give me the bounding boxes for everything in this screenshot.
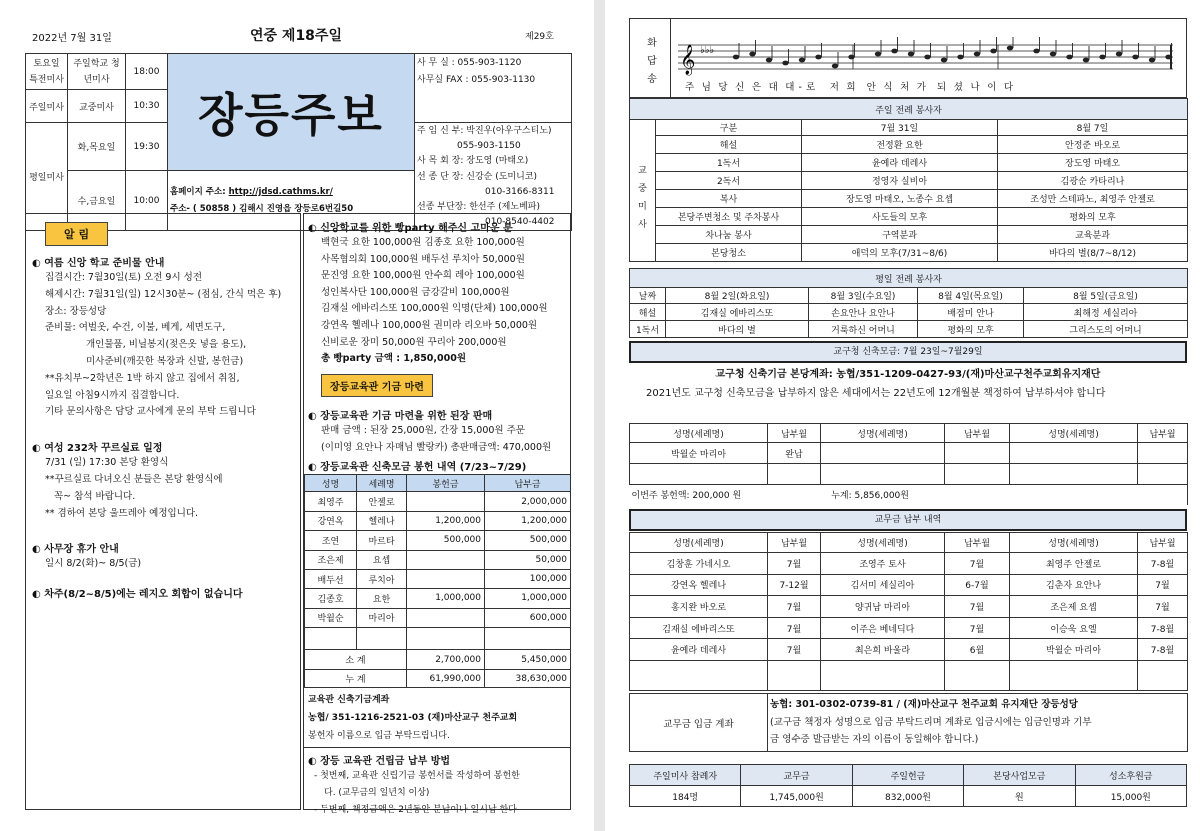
music-note-icon [815,55,821,60]
music-note-icon [875,52,881,57]
music-note-icon [766,58,772,63]
col-header: 주일미사 참례자 [630,765,741,786]
payer-name: 박월순 마리아 [630,443,768,464]
hymn-score [678,37,1178,77]
donor-line: 백현국 요한 100,000원 김종호 요한 100,000원 [321,237,525,248]
duty-assignee: 정영자 실비아 [802,172,998,190]
music-note-icon [1083,58,1089,63]
payer-name: 이주은 베네딕다 [821,617,945,639]
table-row [630,553,1188,575]
paid-amount: 600,000 [485,608,571,627]
total-paid: 38,630,000 [485,670,571,688]
paid-amount: 2,000,000 [485,492,571,511]
mass-time: 10:30 [126,90,168,123]
payer-name: 윤예라 데레사 [630,639,768,661]
hymn-box [629,18,1187,98]
payment-month: 7-8월 [1138,553,1188,575]
dues-account-note: (교구금 책정자 성명으로 입금 부탁드리며 계좌로 입금시에는 입금인명과 기부 [770,716,1092,728]
duty-assignee: 손요안나 요안나 [809,304,918,321]
col-header: 세례명 [357,475,407,492]
duty-assignee: 전정환 요한 [802,136,998,154]
music-note-icon [1165,55,1171,60]
summer-school-title: ◐ 여름 신앙 학교 준비물 안내 [32,258,165,269]
duty-assignee: 바다의 별 [666,321,809,338]
duty-assignee: 조성만 스테파노, 최영주 안젤로 [998,190,1188,208]
col-header: 구분 [656,120,802,136]
doenjang-total: (이미영 요안나 자매님 빨랑카) 총판매금액: 470,000원 [321,441,552,453]
fund-raising-badge: 장등교육관 기금 마련 [321,374,433,397]
left-page [0,0,594,831]
table-row [630,208,1188,226]
right-page [605,0,1200,831]
svg-text:♭♭♭: ♭♭♭ [700,45,715,56]
baptismal-name: 마르타 [357,531,407,550]
hymn-label: 화답송 [647,38,657,85]
notice-line: 꼭~ 참석 바랍니다. [54,490,136,502]
donor-name: 조은제 [305,550,357,569]
payment-month [945,443,1010,464]
funeral-head: 선 종 단 장: 신강순 (도미니코) [417,171,537,182]
donor-line: 김재실 에바리스또 100,000원 익명(단체) 100,000원 [321,303,548,315]
duty-role: 1독서 [656,154,802,172]
payment-month: 완납 [768,443,821,464]
duty-assignee: 김광순 카타리나 [998,172,1188,190]
payment-line: - 첫번째, 교육관 신립기금 봉헌서를 작성하여 봉헌한 [314,771,520,782]
baptismal-name: 헬레나 [357,511,407,530]
notice-line: 일시 8/2(화)~ 8/5(금) [45,558,142,570]
payment-line: - 두번째, 책정금액은 2년동안 분납이나 일시납 한다 [314,804,517,815]
donor-name: 박월순 [305,608,357,627]
col-header: 교무금 [741,765,852,786]
payment-month: 7-8월 [1138,617,1188,639]
bread-party-title: ◐ 신앙학교를 위한 빵party 해주신 고마운 분 [308,223,513,234]
homepage-label: 홈페이지 주소: [170,186,229,197]
doenjang-sale-title: ◐ 장등교육관 기금 마련을 위한 된장 판매 [308,410,493,422]
subtotal-label: 소 계 [305,650,407,670]
building-fund-table [304,474,571,688]
paid-amount: 50,000 [485,550,571,569]
payment-month: 7월 [768,639,821,661]
table-row [630,321,1188,338]
mass-group: 주일미사 [26,90,68,123]
payment-month: 7-8월 [1138,639,1188,661]
diocese-note: 2021년도 교구청 신축모금을 납부하지 않은 세대에서는 22년도에 12개월분 책정하여 납부하셔야 합니다 [646,388,1106,399]
duty-role: 해설 [656,136,802,154]
music-note-icon [848,55,854,60]
notice-line: 준비물: 여벌옷, 수건, 이불, 베게, 세면도구, [45,322,226,334]
stat-value: 184명 [630,786,741,807]
table-row [305,511,571,530]
mass-group: 토요일 특전미사 [26,54,68,90]
payment-month: 7월 [945,553,1010,575]
music-note-icon [1033,49,1039,54]
dues-title: 교무금 납부 내역 [629,509,1187,531]
payer-name [821,443,945,464]
diocese-account: 교구청 신축기금 본당계좌: 농협/351-1209-0427-93/(재)마산교구천주교회유지재단 [715,369,1101,380]
payment-month: 7월 [1138,596,1188,618]
duty-assignee: 평화의 모후 [918,321,1024,338]
paid-amount: 500,000 [485,531,571,550]
building-account: 농협/ 351-1216-2521-03 (재)마산교구 천주교회 [308,713,518,724]
duty-assignee: 장도영 마태오 [998,154,1188,172]
donor-name: 김종호 [305,589,357,608]
payer-name: 양귀남 마리아 [821,596,945,618]
duty-assignee: 구역분과 [802,226,998,244]
mass-time: 19:30 [126,123,168,171]
duty-role: 2독서 [656,172,802,190]
notice-line: 장소: 장등성당 [45,305,107,317]
dues-account-label: 교무금 입금 계좌 [630,694,768,752]
payment-month: 7월 [1138,574,1188,596]
paid-amount: 100,000 [485,569,571,588]
table-row [630,244,1188,262]
music-note-icon [749,52,755,57]
payment-month: 7-12월 [768,574,821,596]
duty-assignee: 교육분과 [998,226,1188,244]
offering-amount [407,569,485,588]
music-note-icon [1132,55,1138,60]
table-row [630,617,1188,639]
music-note-icon [941,58,947,63]
mass-sub: 주일학교 청년미사 [68,54,126,90]
payer-name [821,464,945,485]
notice-line: 집결시간: 7월30일(토) 오전 9시 성전 [45,272,202,283]
total-label: 누 계 [305,670,407,688]
baptismal-name: 마리아 [357,608,407,627]
payment-month [1138,443,1188,464]
col-header: 성소후원금 [1075,765,1186,786]
payment-month: 7월 [945,617,1010,639]
duty-assignee: 바다의 별(8/7~8/12) [998,244,1188,262]
building-account-title: 교육관 신축기금계좌 [308,695,390,706]
col-header: 8월 4일(목요일) [918,288,1024,304]
payment-month: 6월 [945,639,1010,661]
payment-month: 6-7월 [945,574,1010,596]
table-row [305,531,571,550]
doenjang-price: 판매 금액 : 된장 25,000원, 간장 15,000원 주문 [321,424,525,436]
music-note-icon [799,58,805,63]
duty-assignee: 애덕의 모후(7/31~8/6) [802,244,998,262]
offering-amount: 500,000 [407,531,485,550]
mass-sub: 교중미사 [68,90,126,123]
duty-assignee: 김재실 에바리스또 [666,304,809,321]
duty-role: 해설 [630,304,666,321]
music-note-icon [1099,55,1105,60]
subtotal-offering: 2,700,000 [407,650,485,670]
donor-line: 사목협의회 100,000원 배두선 루치아 50,000원 [321,253,525,265]
table-row [630,596,1188,618]
payment-month: 7월 [768,596,821,618]
dues-account: 농협: 301-0302-0739-81 / (재)마산교구 천주교회 유지재단 장등성당 [770,699,1078,711]
duty-assignee: 최해정 세실리아 [1024,304,1188,321]
payment-month [768,464,821,485]
duty-role: 복사 [656,190,802,208]
offering-amount [407,608,485,627]
donation-column [303,213,571,815]
duty-role: 1독서 [630,321,666,338]
col-header: 납부월 [945,424,1010,443]
offering-amount [407,492,485,511]
music-note-icon [908,52,914,57]
dues-account-note: 금 영수증 발급받는 자의 이름이 동일해야 합니다.) [770,734,979,746]
payer-name: 강연옥 헬레나 [630,574,768,596]
baptismal-name: 안젤로 [357,492,407,511]
music-note-icon [1149,58,1155,63]
music-note-icon [924,55,930,60]
duty-role: 차나눔 봉사 [656,226,802,244]
mass-sub: 화,목요일 [68,123,126,171]
cursillo-title: ◐ 여성 232차 꾸르실료 일정 [32,443,163,455]
col-header: 납부월 [945,533,1010,553]
notice-line: 7/31 (일) 17:30 본당 환영식 [45,457,169,469]
duty-assignee: 거룩하신 어머니 [809,321,918,338]
payer-name [1010,464,1138,485]
payment-method-title: ◐ 장등 교육관 건립금 납부 방법 [308,756,451,768]
notice-line: ** 겸하여 본당 울뜨레아 예정입니다. [45,507,199,519]
church-address: 주소- ( 50858 ) 김해시 진영읍 장등로6번길50 [170,203,354,214]
office-fax: 사무실 FAX : 055-903-1130 [417,75,536,85]
donor-name: 강연옥 [305,511,357,530]
duty-assignee: 윤예라 데레사 [802,154,998,172]
duty-assignee: 배점미 안나 [918,304,1024,321]
col-header: 성명(세례명) [630,533,768,553]
table-row [305,569,571,588]
liturgical-week: 연중 제18주일 [250,28,342,44]
music-note-icon [733,55,739,60]
offering-amount [407,550,485,569]
payment-line: 다. (교무금의 일년치 이상) [324,787,430,798]
diocese-notice [629,365,1187,403]
payer-name [1010,443,1138,464]
mass-time: 18:00 [126,54,168,90]
col-header: 납부월 [768,424,821,443]
col-header: 7월 31일 [802,120,998,136]
col-header: 성명(세례명) [1010,424,1138,443]
table-row [630,574,1188,596]
total-offering: 61,990,000 [407,670,485,688]
mass-group: 평일미사 [26,123,68,231]
notice-line: 기타 문의사항은 담당 교사에게 문의 부탁 드립니다 [45,406,256,418]
col-header: 봉헌금 [407,475,485,492]
col-header: 납부월 [1138,424,1188,443]
col-header: 납부월 [768,533,821,553]
paid-amount: 1,000,000 [485,589,571,608]
table-row [630,172,1188,190]
music-note-icon [990,49,996,54]
payer-name: 최은희 바울라 [821,639,945,661]
col-header: 성명(세례명) [821,424,945,443]
col-header: 성명 [305,475,357,492]
col-header: 성명(세례명) [1010,533,1138,553]
table-row [305,589,571,608]
donor-line: 성인복사단 100,000원 금강갈비 100,000원 [321,286,510,298]
col-header: 8월 7일 [998,120,1188,136]
col-header: 본당사업모금 [964,765,1075,786]
table-row [630,154,1188,172]
duty-role: 본당주변청소 및 주차봉사 [656,208,802,226]
subtotal-paid: 5,450,000 [485,650,571,670]
pastor: 주 임 신 부: 박진우(아우구스티노) [417,126,552,136]
payer-name: 조은제 요셉 [1010,596,1138,618]
weekly-offering: 이번주 봉헌액: 200,000 원 [631,491,742,502]
mass-time: 10:00 [126,171,168,231]
paid-amount: 1,200,000 [485,511,571,530]
diocese-title: 교구청 신축모금: 7월 23일~7월29일 [629,341,1187,363]
baptismal-name: 요한 [357,589,407,608]
stat-value: 원 [964,786,1075,807]
stat-value: 15,000원 [1075,786,1186,807]
duty-assignee: 그리스도의 어머니 [1024,321,1188,338]
dues-account-table [629,693,1188,752]
mass-sub: 수,금요일 [68,171,126,231]
notice-line: **꾸르실료 다녀오신 분들은 본당 환영식에 [45,473,223,485]
baptismal-name: 루치아 [357,569,407,588]
table-row [630,639,1188,661]
col-header: 주일헌금 [852,765,963,786]
table-row [630,226,1188,244]
weekday-duty-table [629,268,1188,338]
music-note-icon [1007,46,1013,51]
payer-name: 홍지완 바오로 [630,596,768,618]
col-header: 8월 5일(금요일) [1024,288,1188,304]
stat-value: 832,000원 [852,786,963,807]
dues-table [629,532,1188,691]
diocese-table [629,423,1188,505]
music-note-icon [1066,55,1072,60]
payer-name [630,464,768,485]
duty-role: 본당청소 [656,244,802,262]
bread-party-total: 총 빵party 금액 : 1,850,000원 [321,353,467,365]
payment-month [945,464,1010,485]
payer-name: 김창훈 가네시오 [630,553,768,575]
col-header: 8월 2일(화요일) [666,288,809,304]
offering-amount: 1,000,000 [407,589,485,608]
stat-value: 1,745,000원 [741,786,852,807]
table-row [630,190,1188,208]
donor-line: 신비로운 장미 50,000원 꾸리아 200,000원 [321,336,507,348]
notice-box [25,213,301,810]
cumulative-offering: 누계: 5,856,000원 [831,491,909,502]
payer-name: 최영주 안젤로 [1010,553,1138,575]
office-phone: 사 무 실 : 055-903-1120 [417,58,522,68]
payer-name: 김춘자 요안나 [1010,574,1138,596]
funeral-deputy: 선종 부단장: 한선주 (제노베파) [417,202,540,213]
legio-notice: ◐ 차주(8/2~8/5)에는 레지오 회합이 없습니다 [32,589,243,601]
payment-month: 7월 [768,553,821,575]
pastor-phone: 055-903-1150 [457,141,521,152]
notice-line: 일요일 아침9시까지 집결합니다. [45,389,180,401]
sunday-duty-table [629,98,1188,262]
bulletin-title: 장등주보 [168,54,415,171]
table-row [305,492,571,511]
notice-line: 개인물품, 비닐봉지(젖은옷 넣을 용도), [86,339,247,351]
col-header: 날짜 [630,288,666,304]
building-account-note: 봉헌자 이름으로 입금 부탁드립니다. [308,731,450,742]
payer-name: 박월순 마리아 [1010,639,1138,661]
col-header: 성명(세례명) [821,533,945,553]
treble-clef-icon: 𝄞 [680,45,696,75]
music-note-icon [1050,52,1056,57]
notice-line: **유치부~2학년은 1박 하지 않고 집에서 취침, [45,372,240,384]
table-row [630,304,1188,321]
music-note-icon [891,49,897,54]
bulletin-date: 2022년 7월 31일 [32,33,112,44]
donor-name: 배두선 [305,569,357,588]
music-note-icon [957,55,963,60]
payment-month [1138,464,1188,485]
table-row [630,443,1188,464]
notice-badge: 알 림 [45,222,108,246]
sunday-duty-title: 주일 전례 봉사자 [630,99,1188,120]
duty-assignee: 사도들의 모후 [802,208,998,226]
council-chair: 사 목 회 장: 장도영 (마태오) [417,156,529,167]
issue-number: 제29호 [525,32,554,42]
duty-assignee: 안정준 바오로 [998,136,1188,154]
donor-line: 강연옥 헬레나 100,000원 권미라 리오바 50,000원 [321,319,538,331]
table-row [630,464,1188,485]
office-vacation-title: ◐ 사무장 휴가 안내 [32,544,119,556]
mass-side-label: 교중미사 [630,136,656,262]
duty-assignee: 평화의 모후 [998,208,1188,226]
payer-name: 김재실 에바리스또 [630,617,768,639]
funeral-deputy-phone: 010-8540-4402 [485,217,555,228]
music-note-icon [832,64,838,69]
baptismal-name: 요셉 [357,550,407,569]
payment-month: 7월 [768,617,821,639]
notice-line: 미사준비(깨끗한 복장과 신발, 봉헌금) [86,355,244,367]
music-note-icon [974,52,980,57]
funeral-head-phone: 010-3166-8311 [485,186,555,197]
payer-name: 조영주 토사 [821,553,945,575]
building-fund-title: ◐ 장등교육관 신축모금 봉헌 내역 (7/23~7/29) [308,462,527,474]
donor-name: 최영주 [305,492,357,511]
col-header: 8월 3일(수요일) [809,288,918,304]
duty-assignee: 장도영 마태오, 노종수 요셉 [802,190,998,208]
homepage-link[interactable]: http://jdsd.cathms.kr/ [228,186,333,197]
donor-line: 문진영 요한 100,000원 안수희 레아 100,000원 [321,270,525,282]
col-header: 납부월 [1138,533,1188,553]
payer-name: 김서미 세실리아 [821,574,945,596]
table-row [305,608,571,627]
music-note-icon [782,61,788,66]
offering-amount: 1,200,000 [407,511,485,530]
masthead-table [25,53,572,231]
music-note-icon [1116,52,1122,57]
payer-name: 이승욱 요엘 [1010,617,1138,639]
donor-name: 조연 [305,531,357,550]
payment-month: 7월 [945,596,1010,618]
table-row [305,550,571,569]
hymn-lyrics: 주 님 당 신 은 대 대 - 로 저 희 안 식 처 가 되 셨 나 이 다 [685,82,1014,93]
notice-line: 해제시간: 7월31일(일) 12시30분~ (점심, 간식 먹은 후) [45,288,282,300]
weekday-duty-title: 평일 전례 봉사자 [630,269,1188,288]
table-row [630,136,1188,154]
col-header: 성명(세례명) [630,424,768,443]
stats-table [629,764,1187,807]
col-header: 납부금 [485,475,571,492]
